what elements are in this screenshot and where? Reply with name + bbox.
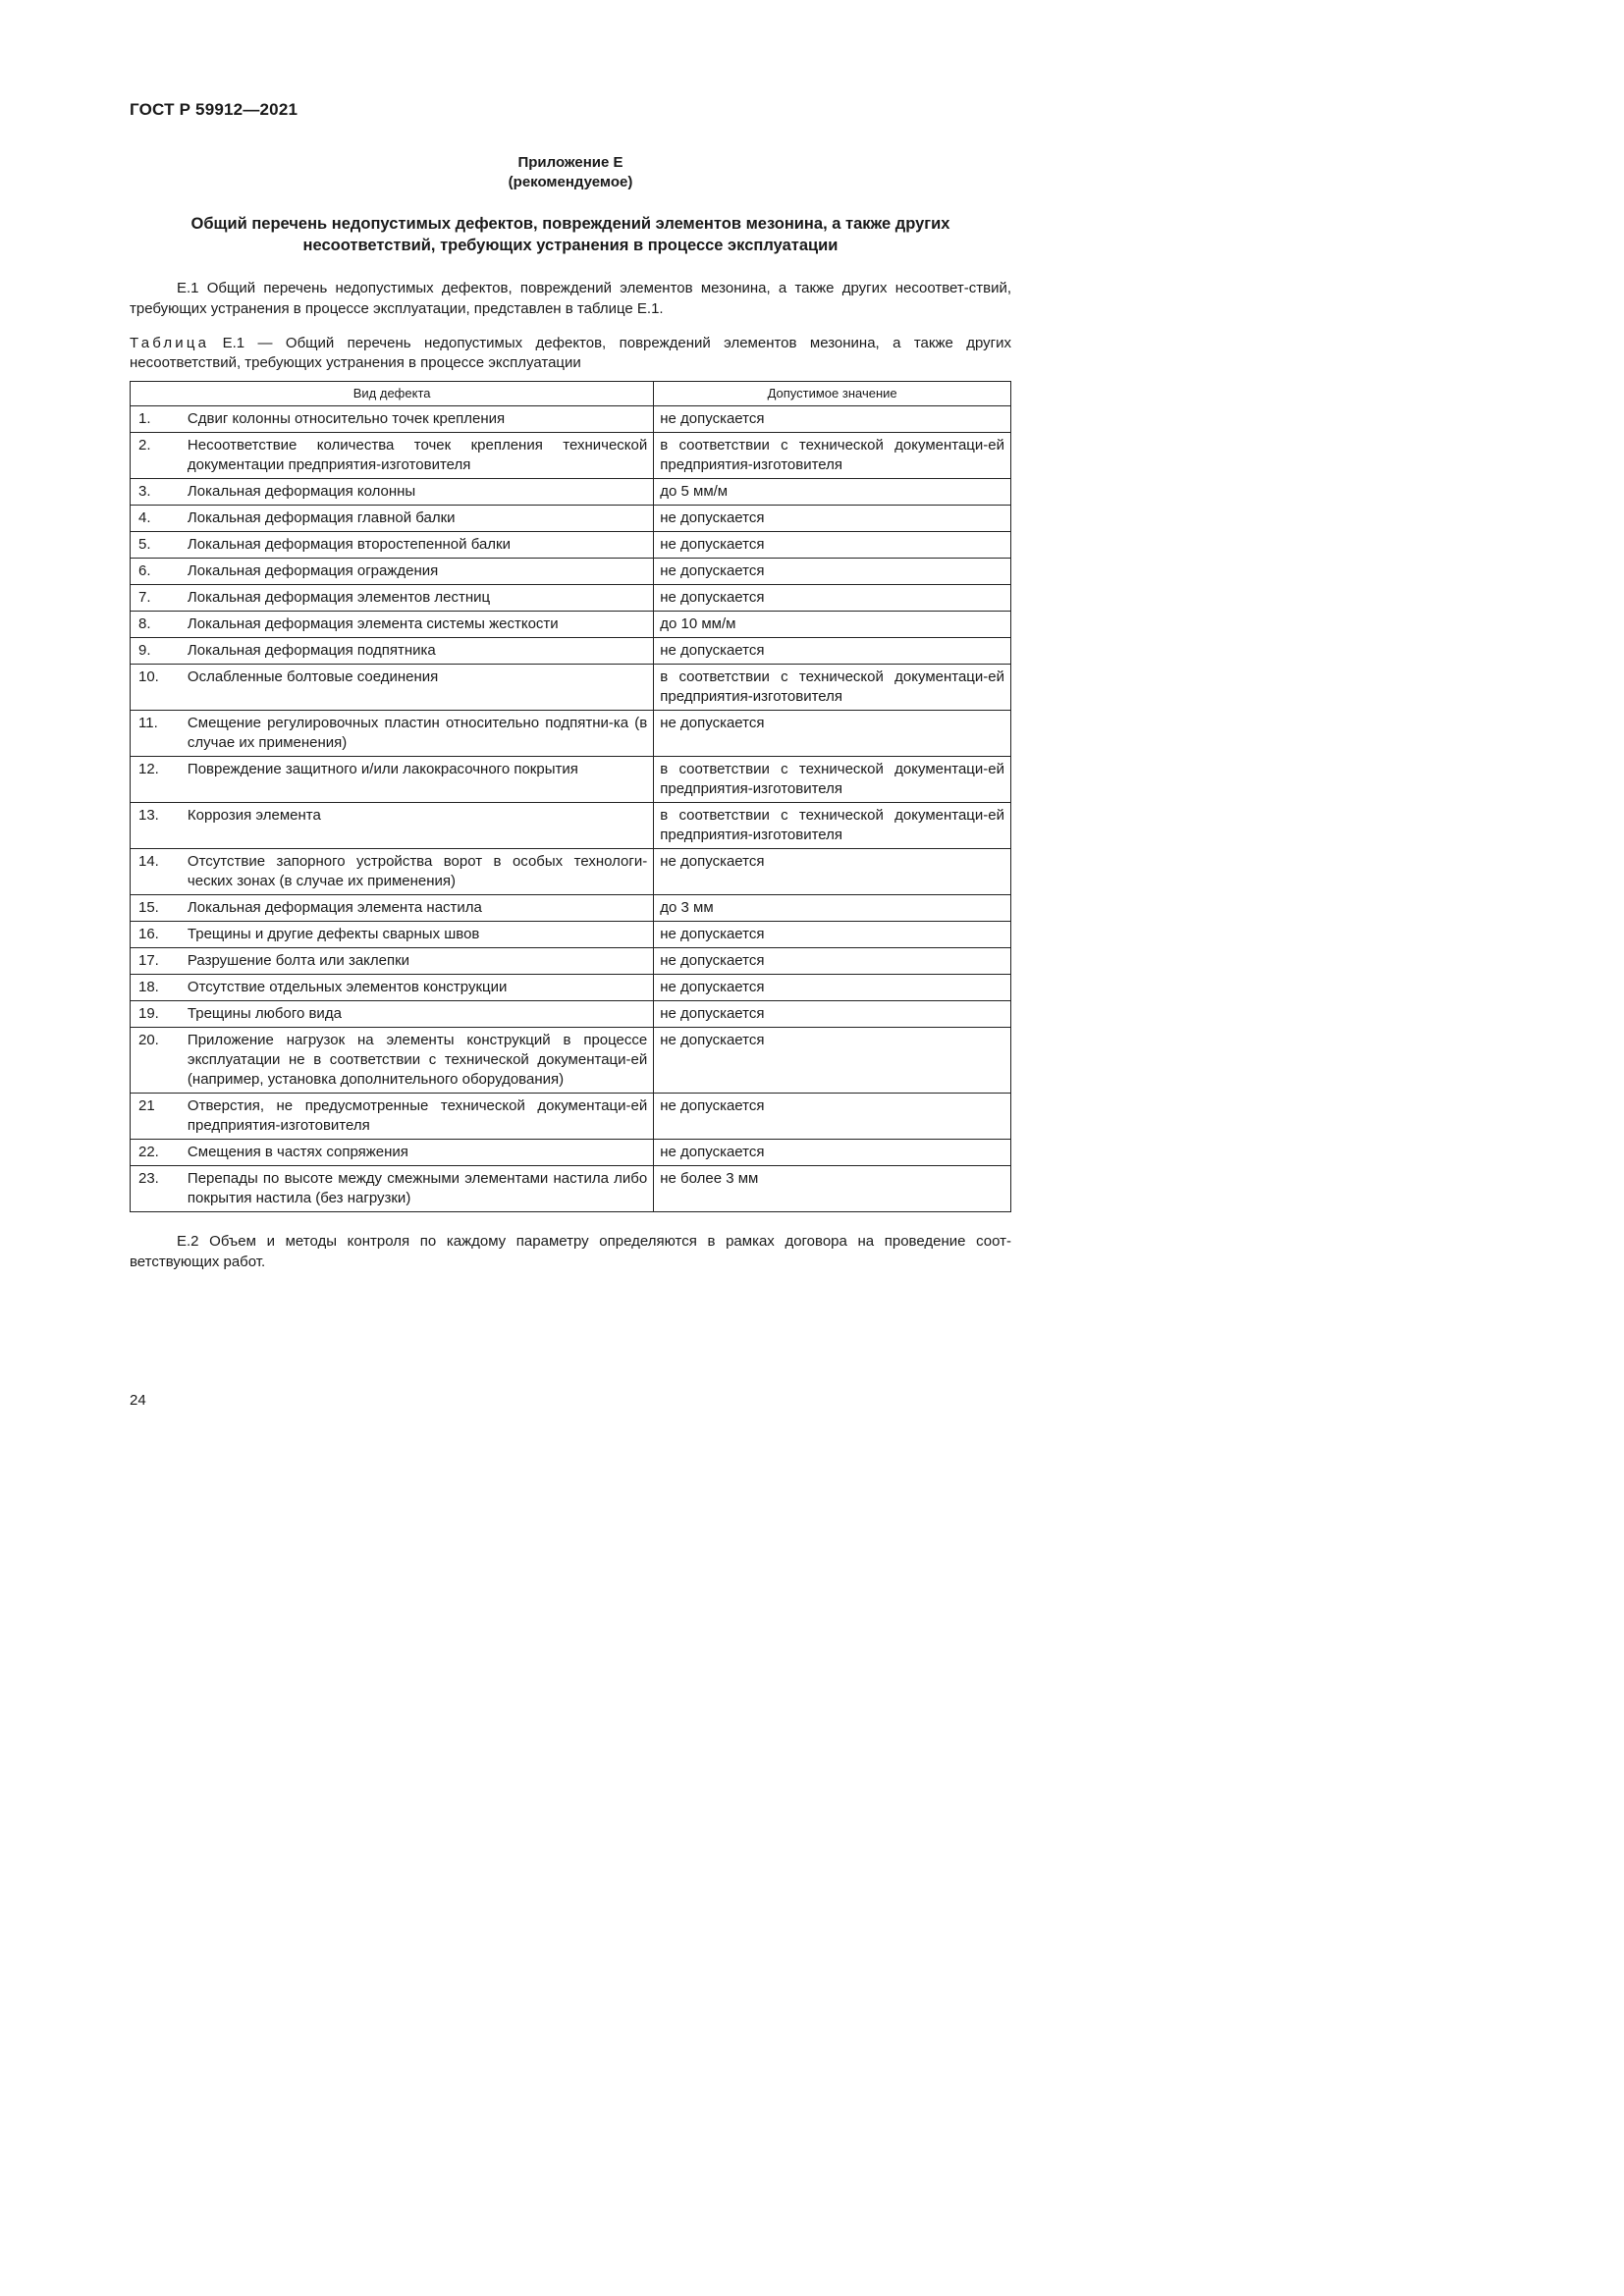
row-number: 20. [131,1028,178,1094]
allowed-value: не допускается [654,948,1011,975]
table-row [131,948,1011,975]
row-number: 9. [131,638,178,665]
table-row [131,922,1011,948]
defect-description: Локальная деформация подпятника [178,638,654,665]
defect-description: Локальная деформация главной балки [178,506,654,532]
defects-table [130,381,1011,1212]
row-number: 10. [131,665,178,711]
document-title-line-1: Общий перечень недопустимых дефектов, повреждений элементов мезонина, а также других [190,215,950,233]
defect-description: Локальная деформация колонны [178,479,654,506]
table-row [131,757,1011,803]
row-number: 13. [131,803,178,849]
defect-description: Трещины и другие дефекты сварных швов [178,922,654,948]
row-number: 14. [131,849,178,895]
page-number: 24 [130,1392,146,1409]
document-code: ГОСТ Р 59912—2021 [130,100,298,119]
table-row [131,1140,1011,1166]
allowed-value: не допускается [654,1001,1011,1028]
table-row [131,803,1011,849]
row-number: 18. [131,975,178,1001]
table-row [131,895,1011,922]
allowed-value: в соответствии с технической документаци-ей предприятия-изготовителя [654,433,1011,479]
row-number: 1. [131,406,178,433]
row-number: 23. [131,1166,178,1212]
defect-description: Сдвиг колонны относительно точек крепления [178,406,654,433]
allowed-value: до 5 мм/м [654,479,1011,506]
table-row [131,406,1011,433]
allowed-value: не допускается [654,975,1011,1001]
table-caption [130,334,1011,373]
table-row [131,1001,1011,1028]
allowed-value: не более 3 мм [654,1166,1011,1212]
defect-description: Смещения в частях сопряжения [178,1140,654,1166]
allowed-value: до 10 мм/м [654,612,1011,638]
defect-description: Ослабленные болтовые соединения [178,665,654,711]
table-row [131,585,1011,612]
table-row [131,975,1011,1001]
defect-description: Смещение регулировочных пластин относительно подпятни-ка (в случае их применения) [178,711,654,757]
allowed-value: не допускается [654,1140,1011,1166]
defect-description: Локальная деформация второстепенной балки [178,532,654,559]
row-number: 19. [131,1001,178,1028]
paragraph-e2: Е.2 Объем и методы контроля по каждому параметру определяются в рамках договора на проведение соот-ветствующих работ. [130,1233,1011,1270]
table-caption-prefix: Таблица [130,335,210,351]
table-row [131,559,1011,585]
table-caption-text: Е.1 — Общий перечень недопустимых дефектов, повреждений элементов мезонина, а также других несоответствий, требующих устранения в процессе эксплуатации [130,335,1011,371]
table-row [131,711,1011,757]
allowed-value: до 3 мм [654,895,1011,922]
allowed-value: не допускается [654,506,1011,532]
row-number: 16. [131,922,178,948]
appendix-heading [130,153,1011,192]
defect-description: Отсутствие отдельных элементов конструкции [178,975,654,1001]
appendix-status: (рекомендуемое) [508,174,633,190]
table-row [131,479,1011,506]
allowed-value: не допускается [654,638,1011,665]
paragraph-e1: Е.1 Общий перечень недопустимых дефектов, повреждений элементов мезонина, а также других несоответ-ствий, требующих устранения в процессе эксплуатации, представлен в таблице Е.1. [130,280,1011,317]
allowed-value: не допускается [654,532,1011,559]
allowed-value: не допускается [654,406,1011,433]
allowed-value: не допускается [654,1028,1011,1094]
table-row [131,638,1011,665]
row-number: 8. [131,612,178,638]
table-row [131,849,1011,895]
allowed-value: в соответствии с технической документаци-ей предприятия-изготовителя [654,757,1011,803]
row-number: 17. [131,948,178,975]
table-row [131,665,1011,711]
defect-description: Приложение нагрузок на элементы конструкций в процессе эксплуатации не в соответствии с технической документаци-ей (например, установка дополнительного оборудования) [178,1028,654,1094]
defect-description: Разрушение болта или заклепки [178,948,654,975]
defect-description: Локальная деформация элемента настила [178,895,654,922]
row-number: 3. [131,479,178,506]
defect-description: Отсутствие запорного устройства ворот в особых технологи-ческих зонах (в случае их применения) [178,849,654,895]
row-number: 22. [131,1140,178,1166]
header-defect-type: Вид дефекта [131,382,654,406]
defect-description: Повреждение защитного и/или лакокрасочного покрытия [178,757,654,803]
allowed-value: в соответствии с технической документаци-ей предприятия-изготовителя [654,803,1011,849]
defect-description: Коррозия элемента [178,803,654,849]
row-number: 5. [131,532,178,559]
table-row [131,612,1011,638]
row-number: 12. [131,757,178,803]
defect-description: Локальная деформация ограждения [178,559,654,585]
allowed-value: не допускается [654,711,1011,757]
defect-description: Несоответствие количества точек крепления технической документации предприятия-изготовителя [178,433,654,479]
allowed-value: в соответствии с технической документаци-ей предприятия-изготовителя [654,665,1011,711]
document-title [130,213,1011,256]
row-number: 2. [131,433,178,479]
defect-description: Локальная деформация элемента системы жесткости [178,612,654,638]
row-number: 21 [131,1094,178,1140]
row-number: 6. [131,559,178,585]
defect-description: Локальная деформация элементов лестниц [178,585,654,612]
row-number: 15. [131,895,178,922]
defect-description: Трещины любого вида [178,1001,654,1028]
defect-description: Отверстия, не предусмотренные технической документаци-ей предприятия-изготовителя [178,1094,654,1140]
table-body [131,406,1011,1212]
allowed-value: не допускается [654,585,1011,612]
table-header-row [131,382,1011,406]
table-row [131,1094,1011,1140]
table-row [131,532,1011,559]
table-row [131,506,1011,532]
table-row [131,1166,1011,1212]
table-row [131,1028,1011,1094]
allowed-value: не допускается [654,559,1011,585]
document-title-line-2: несоответствий, требующих устранения в процессе эксплуатации [302,237,839,254]
row-number: 4. [131,506,178,532]
allowed-value: не допускается [654,1094,1011,1140]
defect-description: Перепады по высоте между смежными элементами настила либо покрытия настила (без нагрузки) [178,1166,654,1212]
row-number: 11. [131,711,178,757]
allowed-value: не допускается [654,849,1011,895]
appendix-title: Приложение Е [517,154,623,171]
allowed-value: не допускается [654,922,1011,948]
header-allowed-value: Допустимое значение [654,382,1011,406]
table-row [131,433,1011,479]
row-number: 7. [131,585,178,612]
